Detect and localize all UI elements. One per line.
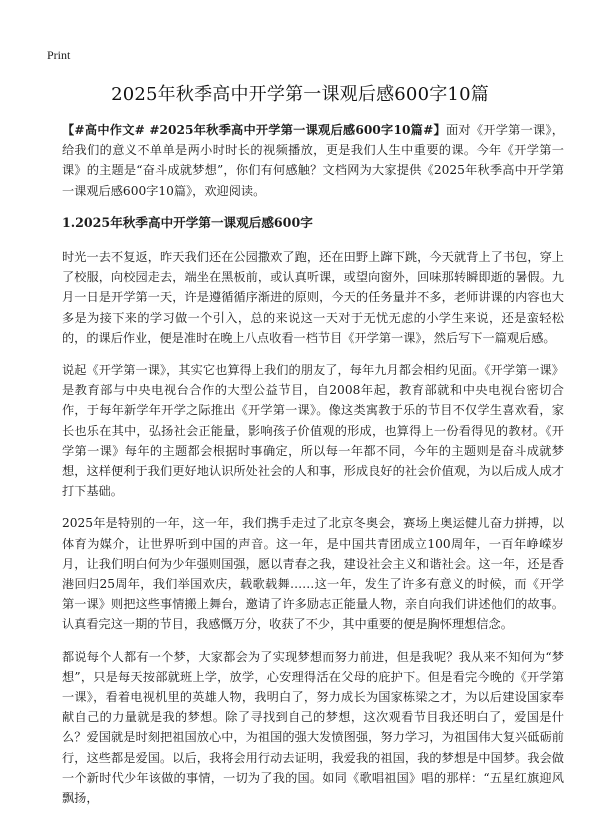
intro-text: 面对《开学第一课》，给我们的意义不单单是两小时时长的视频播放，更是我们人生中重要的课。今年《开学第一课》的主题是“奋斗成就梦想”，你们有何感触？文档网为大家提供《2025年秋季高中开学第一课观后感600字10篇》，欢迎阅读。: [62, 123, 564, 198]
article-body: [62, 120, 564, 820]
body-paragraph-3: 2025年是特别的一年，这一年，我们携手走过了北京冬奥会，赛场上奥运健儿奋力拼搏，以体育为媒介，让世界听到中国的声音。这一年，是中国共青团成立100周年，一百年峥嵘岁月，让我们明白何为少年强则国强，愿以青春之我，建设社会主义和谐社会。这一年，还是香港回归25周年，我们举国欢庆，载歌载舞……这一年，发生了许多有意义的时候，而《开学第一课》则把这些事情搬上舞台，邀请了许多励志正能量人物，亲自向我们讲述他们的故事。认真看完这一期的节目，我感慨万分，收获了不少，其中重要的便是胸怀理想信念。: [62, 516, 564, 632]
intro-tag: 【#高中作文# #2025年秋季高中开学第一课观后感600字10篇#】: [62, 123, 446, 137]
body-paragraph-4: 都说每个人都有一个梦，大家都会为了实现梦想而努力前进，但是我呢？我从来不知何为“梦想”，只是每天按部就班上学，放学，心安理得活在父母的庇护下。但是看完今晚的《开学第一课》，看着电视机里的英雄人物，我明白了，努力成长为国家栋梁之才，为以后建设国家奉献自己的力量就是我的梦想。除了寻找到自己的梦想，这次观看节目我还明白了，爱国是什么？爱国就是时刻把祖国放心中，为祖国的强大发愤图强，努力学习，为祖国伟大复兴砥砺前行，这些都是爱国。以后，我将会用行动去证明，我爱我的祖国，我的梦想是中国梦。我会做一个新时代少年该做的事情，一切为了我的国。如同《歌唱祖国》唱的那样：“五星红旗迎风飘扬，: [62, 649, 564, 806]
section-heading: 1.2025年秋季高中开学第一课观后感600字: [62, 214, 313, 230]
body-paragraph-1: 时光一去不复返，昨天我们还在公园撒欢了跑，还在田野上蹿下跳，今天就背上了书包，穿上了校服，向校园走去，端坐在黑板前，或认真听课，或望向窗外，回味那转瞬即逝的暑假。九月一日是开学第一天，许是遵循循序渐进的原则，今天的任务量并不多，老师讲课的内容也大多是为接下来的学习做一个引入，总的来说这一天对于无忧无虑的小学生来说，还是蛮轻松的，的课后作业，便是准时在晚上八点收看一档节目《开学第一课》，然后写下一篇观后感。: [62, 250, 564, 345]
body-paragraph-2: 说起《开学第一课》，其实它也算得上我们的朋友了，每年九月都会相约见面。《开学第一课》是教育部与中央电视台合作的大型公益节目，自2008年起，教育部就和中央电视台密切合作，于每年新学年开学之际推出《开学第一课》。像这类寓教于乐的节目不仅学生喜欢看，家长也乐在其中，弘扬社会正能量，影响孩子价值观的形成，也算得上一份看得见的教材。《开学第一课》每年的主题都会根据时事确定，所以每一年都不同，今年的主题则是奋斗成就梦想，这样便利于我们更好地认识所处社会的人和事，形成良好的社会价值观，为以后成人成才打下基础。: [62, 363, 564, 499]
intro-paragraph: [62, 120, 564, 201]
page-title: 2025年秋季高中开学第一课观后感600字10篇: [111, 84, 489, 105]
print-label: Print: [47, 48, 71, 62]
